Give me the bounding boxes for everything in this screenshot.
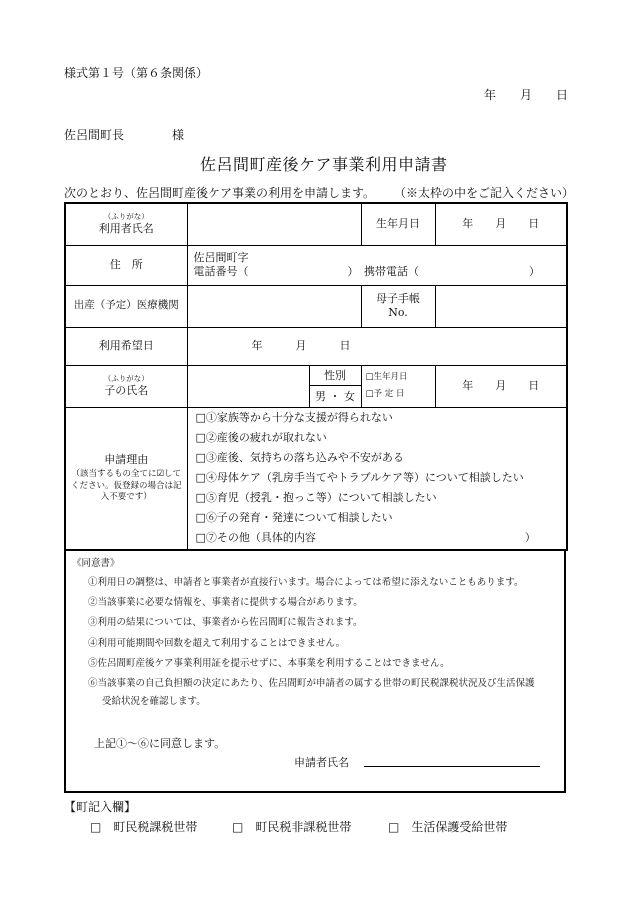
reason-note: （該当するもの全てに☑してください。仮登録の場合は記入不要です） bbox=[70, 469, 182, 503]
applicant-signature-line[interactable] bbox=[364, 765, 540, 767]
consent-item-6: ⑥当該事業の自己負担額の決定にあたり、佐呂間町が申請者の属する世帯の町民税課税状況及び生活保護 bbox=[88, 678, 535, 689]
birthdate-label: 生年月日 bbox=[361, 203, 435, 245]
reason-option-6[interactable]: □⑥子の発育・発達について相談したい bbox=[195, 511, 393, 525]
birthdate-field[interactable]: 年 月 日 bbox=[435, 203, 567, 245]
desired-date-row bbox=[65, 327, 567, 365]
child-duedate-checkbox[interactable]: □予 定 日 bbox=[365, 389, 405, 399]
child-row bbox=[65, 365, 567, 407]
user-name-field[interactable] bbox=[187, 203, 361, 245]
addressee: 佐呂間町長 様 bbox=[64, 128, 185, 142]
consent-item-5: ⑤佐呂間町産後ケア事業利用証を提示せずに、本事業を利用することはできません。 bbox=[88, 658, 450, 669]
child-furigana-label: （ふりがな） bbox=[103, 373, 149, 383]
address-row bbox=[65, 245, 567, 285]
handbook-label-cell bbox=[361, 285, 435, 327]
user-name-row bbox=[65, 203, 567, 245]
application-form-table bbox=[64, 202, 568, 551]
town-option-welfare[interactable]: □ 生活保護受給世帯 bbox=[388, 820, 508, 834]
reason-options bbox=[187, 407, 567, 550]
town-option-non-taxed[interactable]: □ 町民税非課税世帯 bbox=[232, 820, 352, 834]
child-name-label: 子の氏名 bbox=[104, 383, 149, 397]
handbook-no: No. bbox=[388, 306, 408, 319]
consent-item-3: ③利用の結果については、事業者から佐呂間町に報告されます。 bbox=[88, 617, 363, 628]
consent-title: 《同意書》 bbox=[72, 558, 120, 569]
consent-item-6-cont: 受給状況を確認します。 bbox=[102, 696, 206, 707]
intro-text: 次のとおり、佐呂間町産後ケア事業の利用を申請します。 bbox=[64, 186, 376, 200]
address-label: 住 所 bbox=[65, 245, 187, 285]
address-prefix: 佐呂間町字 bbox=[193, 250, 249, 264]
child-date-type-cell bbox=[361, 365, 435, 407]
consent-item-1: ①利用日の調整は、申請者と事業者が直接行います。場合によっては希望に添えないこともあります。 bbox=[88, 577, 524, 588]
intro-note: （※太枠の中をご記入ください） bbox=[394, 186, 575, 200]
reason-option-1[interactable]: □①家族等から十分な支援が得られない bbox=[195, 411, 393, 425]
town-section-title: 【町記入欄】 bbox=[64, 800, 137, 814]
user-name-label-cell bbox=[65, 203, 187, 245]
furigana-label: （ふりがな） bbox=[103, 212, 149, 222]
reason-label: 申請理由 bbox=[104, 452, 149, 466]
handbook-label: 母子手帳 bbox=[376, 291, 420, 305]
user-name-label: 利用者氏名 bbox=[98, 221, 154, 235]
hospital-field[interactable] bbox=[187, 285, 361, 327]
reason-option-7[interactable]: □⑦その他（具体的内容 ） bbox=[195, 531, 536, 545]
hospital-label: 出産（予定）医療機関 bbox=[65, 285, 187, 327]
reason-row bbox=[65, 407, 567, 550]
child-date-field[interactable]: 年 月 日 bbox=[435, 365, 567, 407]
reason-option-3[interactable]: □③産後、気持ちの落ち込みや不安がある bbox=[195, 451, 404, 465]
handbook-field[interactable] bbox=[435, 285, 567, 327]
consent-agree: 上記①～⑥に同意します。 bbox=[94, 737, 226, 750]
reason-option-4[interactable]: □④母体ケア（乳房手当てやトラブルケア等）について相談したい bbox=[195, 471, 524, 485]
page-title: 佐呂間町産後ケア事業利用申請書 bbox=[200, 155, 448, 174]
gender-field[interactable]: 男 ・ 女 bbox=[315, 389, 355, 403]
child-birthdate-checkbox[interactable]: □生年月日 bbox=[365, 371, 408, 382]
town-option-taxed[interactable]: □ 町民税課税世帯 bbox=[90, 820, 198, 834]
consent-item-2: ②当該事業に必要な情報を、事業者に提供する場合があります。 bbox=[88, 597, 363, 608]
child-name-field[interactable] bbox=[187, 365, 309, 407]
consent-item-4: ④利用可能期間や回数を超えて利用することはできません。 bbox=[88, 638, 346, 649]
desired-date-label: 利用希望日 bbox=[65, 327, 187, 365]
consent-section bbox=[64, 549, 566, 793]
gender-label: 性別 bbox=[310, 366, 361, 386]
reason-option-2[interactable]: □②産後の疲れが取れない bbox=[195, 431, 327, 445]
hospital-row bbox=[65, 285, 567, 327]
form-number: 様式第１号（第６条関係） bbox=[64, 66, 209, 80]
reason-label-cell bbox=[65, 407, 187, 550]
gender-cell bbox=[309, 365, 361, 407]
child-name-label-cell bbox=[65, 365, 187, 407]
applicant-name-label: 申請者氏名 bbox=[294, 756, 349, 769]
reason-option-5[interactable]: □⑤育児（授乳・抱っこ等）について相談したい bbox=[195, 491, 437, 505]
address-field[interactable] bbox=[187, 245, 567, 285]
header-date: 年 月 日 bbox=[484, 88, 569, 102]
desired-date-field[interactable]: 年 月 日 bbox=[187, 327, 567, 365]
phone-line: 電話番号（ ） 携帯電話（ ） bbox=[193, 265, 540, 278]
